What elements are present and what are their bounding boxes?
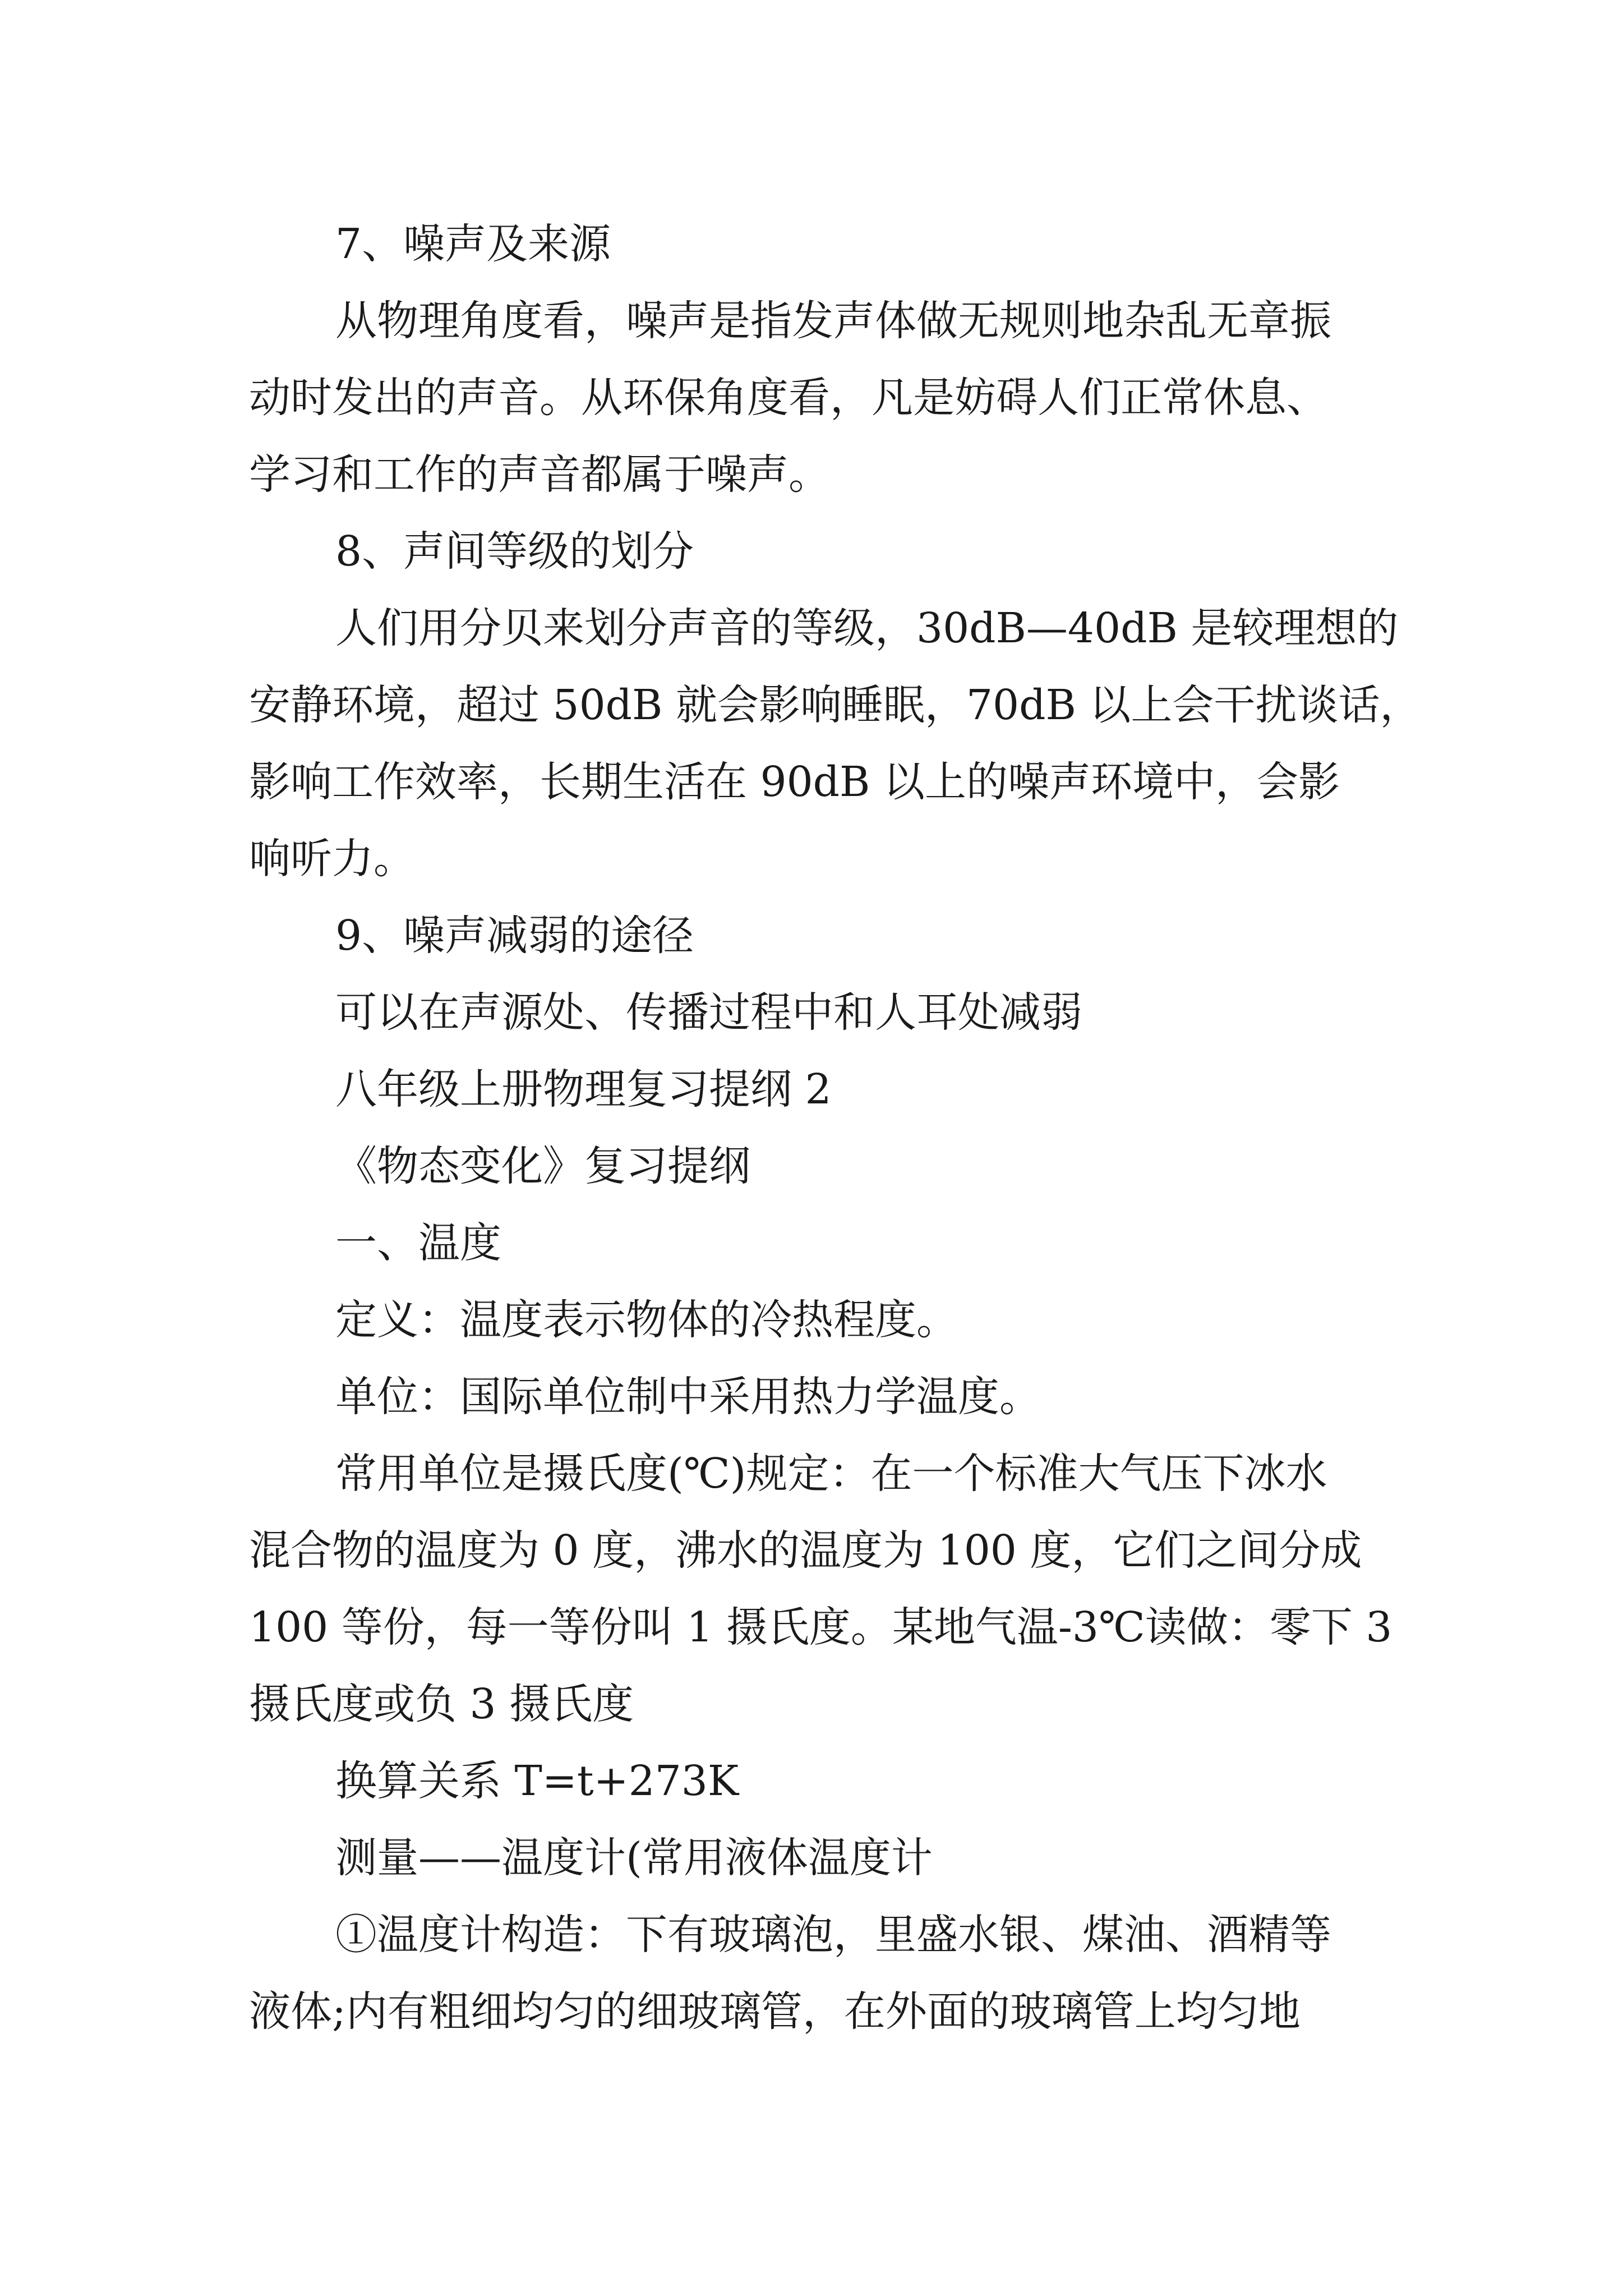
heading-sound-levels: 8、声间等级的划分 — [335, 527, 694, 576]
paragraph-line: 从物理角度看，噪声是指发声体做无规则地杂乱无章振 — [335, 297, 1331, 345]
paragraph-line: 常用单位是摄氏度(℃)规定：在一个标准大气压下冰水 — [335, 1450, 1327, 1498]
outline-title: 《物态变化》复习提纲 — [335, 1142, 750, 1190]
paragraph-line: 液体;内有粗细均匀的细玻璃管，在外面的玻璃管上均匀地 — [249, 1987, 1301, 2036]
heading-temperature: 一、温度 — [335, 1219, 501, 1267]
paragraph-line: 人们用分贝来划分声音的等级，30dB—40dB 是较理想的 — [335, 604, 1399, 652]
paragraph-line: 单位：国际单位制中采用热力学温度。 — [335, 1373, 1041, 1421]
paragraph-line: 摄氏度或负 3 摄氏度 — [249, 1680, 634, 1728]
paragraph-line: ①温度计构造：下有玻璃泡，里盛水银、煤油、酒精等 — [335, 1911, 1331, 1959]
paragraph-line: 混合物的温度为 0 度，沸水的温度为 100 度，它们之间分成 — [249, 1526, 1362, 1575]
heading-noise-reduction: 9、噪声减弱的途径 — [335, 912, 694, 960]
paragraph-line: 安静环境，超过 50dB 就会影响睡眠，70dB 以上会干扰谈话， — [249, 681, 1422, 729]
paragraph-line: 响听力。 — [249, 835, 415, 883]
paragraph-line: 100 等份，每一等份叫 1 摄氏度。某地气温-3℃读做：零下 3 — [249, 1603, 1393, 1651]
paragraph-line: 测量——温度计(常用液体温度计 — [335, 1834, 933, 1882]
paragraph-line: 影响工作效率，长期生活在 90dB 以上的噪声环境中，会影 — [249, 758, 1340, 806]
paragraph-line: 可以在声源处、传播过程中和人耳处减弱 — [335, 988, 1082, 1037]
paragraph-line: 学习和工作的声音都属于噪声。 — [249, 450, 830, 499]
paragraph-line: 换算关系 T=t+273K — [335, 1757, 739, 1805]
heading-noise-source: 7、噪声及来源 — [335, 220, 611, 268]
paragraph-line: 动时发出的声音。从环保角度看，凡是妨碍人们正常休息、 — [249, 374, 1328, 422]
paragraph-line: 定义：温度表示物体的冷热程度。 — [335, 1296, 958, 1344]
section-title: 八年级上册物理复习提纲 2 — [335, 1065, 832, 1114]
